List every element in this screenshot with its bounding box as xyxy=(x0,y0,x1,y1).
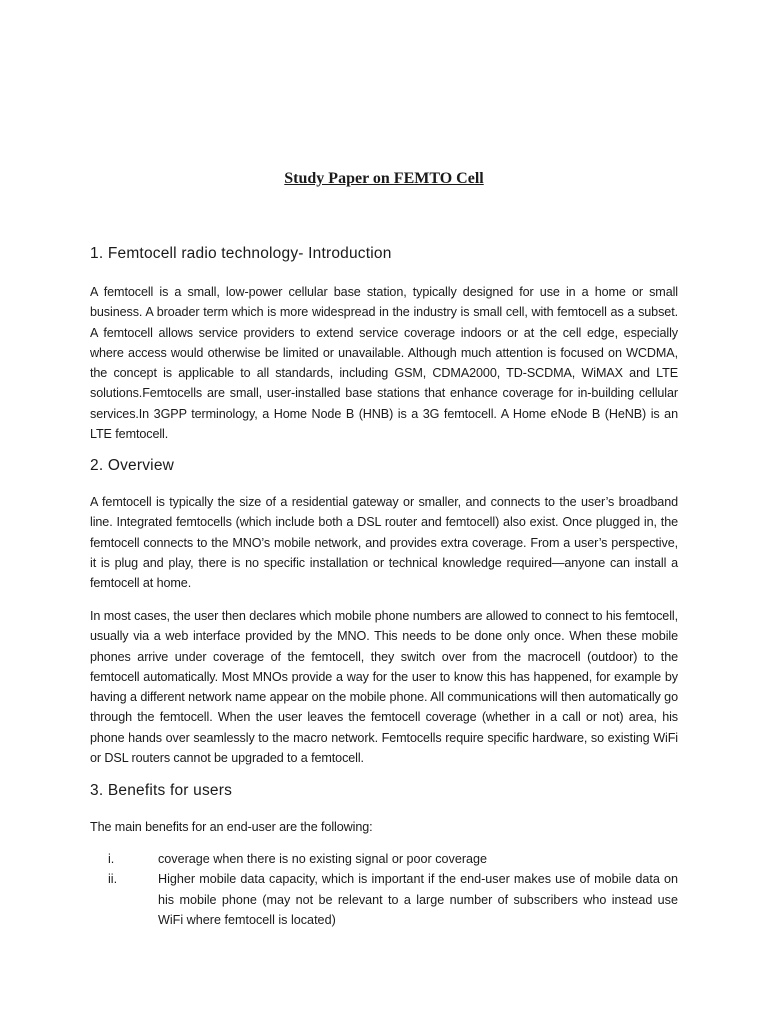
paragraph-overview-1: A femtocell is typically the size of a residential gateway or smaller, and connects to the user’s broadband line. Integrated femtocells (which include both a DSL router and femtocell) also exist. Once plugged in, the femtocell connects to the MNO’s mobile network, and provides extra coverage. From a user’s perspective, it is plug and play, there is no specific installation or technical knowledge required—anyone can install a femtocell at home. xyxy=(90,495,678,591)
section-heading-introduction: 1. Femtocell radio technology- Introduction xyxy=(90,245,392,262)
list-item xyxy=(90,869,678,930)
section-heading-benefits: 3. Benefits for users xyxy=(90,782,233,799)
list-item-number: ii. xyxy=(108,872,118,887)
paragraph-overview-2: In most cases, the user then declares which mobile phone numbers are allowed to connect to his femtocell, usually via a web interface provided by the MNO. This needs to be done only once. When these mobile phones arrive under coverage of the femtocell, they switch over from the macrocell (outdoor) to the femtocell automatically. Most MNOs provide a way for the user to know this has happened, for example by having a different network name appear on the mobile phone. All communications will then automatically go through the femtocell. When the user leaves the femtocell coverage (whether in a call or not) area, his phone hands over seamlessly to the macro network. Femtocells require specific hardware, so existing WiFi or DSL routers cannot be upgraded to a femtocell. xyxy=(90,609,678,766)
document-title: Study Paper on FEMTO Cell xyxy=(284,170,484,187)
list-item-text: Higher mobile data capacity, which is important if the end-user makes use of mobile data on his mobile phone (may not be relevant to a large number of subscribers who instead use WiFi where femtocell is located) xyxy=(158,872,678,927)
paragraph-benefits-intro: The main benefits for an end-user are the following: xyxy=(90,820,373,834)
benefits-list xyxy=(90,849,678,930)
list-item xyxy=(90,849,678,869)
section-heading-overview: 2. Overview xyxy=(90,457,175,474)
paragraph-introduction: A femtocell is a small, low-power cellular base station, typically designed for use in a home or small business. A broader term which is more widespread in the industry is small cell, with femtocell as a subset. A femtocell allows service providers to extend service coverage indoors or at the cell edge, especially where access would otherwise be limited or unavailable. Although much attention is focused on WCDMA, the concept is applicable to all standards, including GSM, CDMA2000, TD-SCDMA, WiMAX and LTE solutions.Femtocells are small, user-installed base stations that enhance coverage for in-building cellular services.In 3GPP terminology, a Home Node B (HNB) is a 3G femtocell. A Home eNode B (HeNB) is an LTE femtocell. xyxy=(90,285,678,442)
list-item-number: i. xyxy=(108,852,115,866)
list-item-text: coverage when there is no existing signal or poor coverage xyxy=(158,852,488,866)
